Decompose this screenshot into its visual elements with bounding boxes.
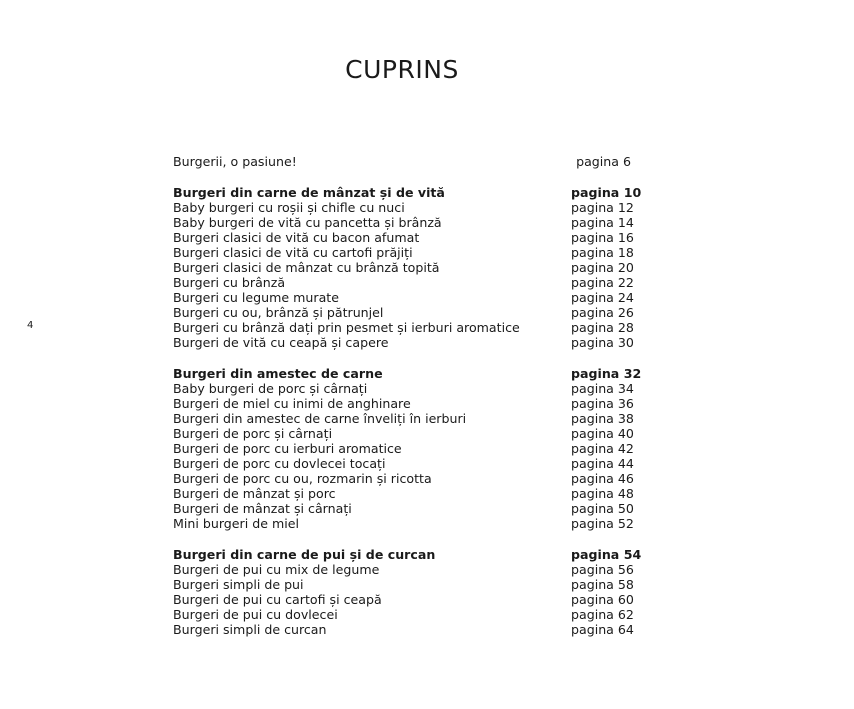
toc-entry-title: Baby burgeri de porc și cârnați (173, 381, 368, 396)
toc-entry-page: pagina 56 (571, 562, 634, 577)
toc-intro-row[interactable] (173, 154, 631, 169)
toc-entry[interactable] (173, 260, 634, 275)
toc-entry-page: pagina 32 (571, 366, 642, 381)
toc-entry-page: pagina 54 (571, 547, 642, 562)
toc-entry[interactable] (173, 305, 634, 320)
toc-entry-page: pagina 50 (571, 501, 634, 516)
toc-entry-page: pagina 12 (571, 200, 634, 215)
page-number: 4 (27, 320, 34, 331)
toc-entry-title: Burgeri din amestec de carne înveliți în ierburi (173, 411, 467, 426)
toc-entry[interactable] (173, 501, 634, 516)
toc-entry-title: Mini burgeri de miel (173, 516, 299, 531)
toc-entry-page: pagina 42 (571, 441, 634, 456)
toc-section-heading[interactable] (173, 547, 642, 562)
toc-entry-page: pagina 28 (571, 320, 634, 335)
toc-entry[interactable] (173, 230, 634, 245)
toc-entry[interactable] (173, 622, 634, 637)
toc-entry[interactable] (173, 441, 634, 456)
toc-entry-title: Burgeri de mânzat și porc (173, 486, 336, 501)
toc-entry-title: Burgeri de porc cu dovlecei tocați (173, 456, 386, 471)
table-of-contents (173, 154, 642, 637)
section-spacer (173, 531, 631, 547)
toc-entry-title: Burgeri de porc cu ou, rozmarin și ricotta (173, 471, 432, 486)
toc-entry-title: Baby burgeri cu roșii și chifle cu nuci (173, 200, 405, 215)
page-title: CUPRINS (345, 55, 459, 84)
toc-entry[interactable] (173, 381, 634, 396)
toc-entry-page: pagina 20 (571, 260, 634, 275)
toc-entry-title: Burgeri de miel cu inimi de anghinare (173, 396, 411, 411)
toc-entry-page: pagina 60 (571, 592, 634, 607)
toc-entry[interactable] (173, 275, 634, 290)
toc-entry-page: pagina 34 (571, 381, 634, 396)
toc-entry-page: pagina 24 (571, 290, 634, 305)
toc-entry-title: Burgeri de porc și cârnați (173, 426, 333, 441)
toc-entry[interactable] (173, 335, 634, 350)
toc-entry-title: Burgeri din carne de pui și de curcan (173, 547, 436, 562)
toc-entry[interactable] (173, 396, 634, 411)
toc-entry[interactable] (173, 245, 634, 260)
toc-entry-title: Burgeri clasici de vită cu bacon afumat (173, 230, 420, 245)
toc-entry-title: Burgeri simpli de pui (173, 577, 304, 592)
toc-entry-page: pagina 40 (571, 426, 634, 441)
toc-entry[interactable] (173, 456, 634, 471)
toc-entry-page: pagina 52 (571, 516, 634, 531)
toc-entry-title: Burgeri de pui cu cartofi și ceapă (173, 592, 382, 607)
section-spacer (173, 350, 631, 366)
toc-entry-page: pagina 30 (571, 335, 634, 350)
toc-entry[interactable] (173, 411, 634, 426)
toc-entry-page: pagina 10 (571, 185, 642, 200)
toc-entry-page: pagina 62 (571, 607, 634, 622)
toc-entry-title: Burgeri clasici de mânzat cu brânză topită (173, 260, 440, 275)
toc-entry[interactable] (173, 426, 634, 441)
toc-entry-title: Burgeri cu legume murate (173, 290, 339, 305)
toc-entry-title: Burgerii, o pasiune! (173, 154, 297, 169)
toc-entry-page: pagina 14 (571, 215, 634, 230)
toc-entry-title: Burgeri din amestec de carne (173, 366, 383, 381)
toc-entry[interactable] (173, 486, 634, 501)
toc-entry-page: pagina 64 (571, 622, 634, 637)
toc-entry-title: Baby burgeri de vită cu pancetta și brânză (173, 215, 442, 230)
toc-entry[interactable] (173, 577, 634, 592)
toc-entry[interactable] (173, 592, 634, 607)
toc-entry[interactable] (173, 215, 634, 230)
toc-entry-title: Burgeri cu brânză dați prin pesmet și ierburi aromatice (173, 320, 520, 335)
toc-entry-title: Burgeri de pui cu dovlecei (173, 607, 338, 622)
section-spacer (173, 169, 631, 185)
toc-entry-title: Burgeri clasici de vită cu cartofi prăjiți (173, 245, 413, 260)
toc-entry-page: pagina 22 (571, 275, 634, 290)
toc-entry-title: Burgeri de vită cu ceapă și capere (173, 335, 389, 350)
toc-entry-page: pagina 36 (571, 396, 634, 411)
toc-entry[interactable] (173, 516, 634, 531)
toc-entry-page: pagina 44 (571, 456, 634, 471)
toc-entry[interactable] (173, 290, 634, 305)
toc-entry-title: Burgeri de porc cu ierburi aromatice (173, 441, 402, 456)
toc-entry-title: Burgeri de mânzat și cârnați (173, 501, 352, 516)
toc-entry-page: pagina 18 (571, 245, 634, 260)
toc-entry-page: pagina 16 (571, 230, 634, 245)
toc-entry[interactable] (173, 607, 634, 622)
toc-entry-page: pagina 48 (571, 486, 634, 501)
toc-entry-title: Burgeri cu ou, brânză și pătrunjel (173, 305, 384, 320)
toc-entry[interactable] (173, 562, 634, 577)
toc-entry-page: pagina 6 (576, 154, 631, 169)
toc-entry-title: Burgeri cu brânză (173, 275, 286, 290)
toc-entry-title: Burgeri de pui cu mix de legume (173, 562, 380, 577)
toc-entry-title: Burgeri simpli de curcan (173, 622, 327, 637)
toc-entry-page: pagina 38 (571, 411, 634, 426)
toc-section-heading[interactable] (173, 366, 642, 381)
toc-entry-page: pagina 46 (571, 471, 634, 486)
toc-entry[interactable] (173, 471, 634, 486)
toc-entry[interactable] (173, 200, 634, 215)
toc-entry-page: pagina 26 (571, 305, 634, 320)
toc-entry[interactable] (173, 320, 634, 335)
toc-entry-title: Burgeri din carne de mânzat și de vită (173, 185, 445, 200)
toc-section-heading[interactable] (173, 185, 642, 200)
toc-entry-page: pagina 58 (571, 577, 634, 592)
